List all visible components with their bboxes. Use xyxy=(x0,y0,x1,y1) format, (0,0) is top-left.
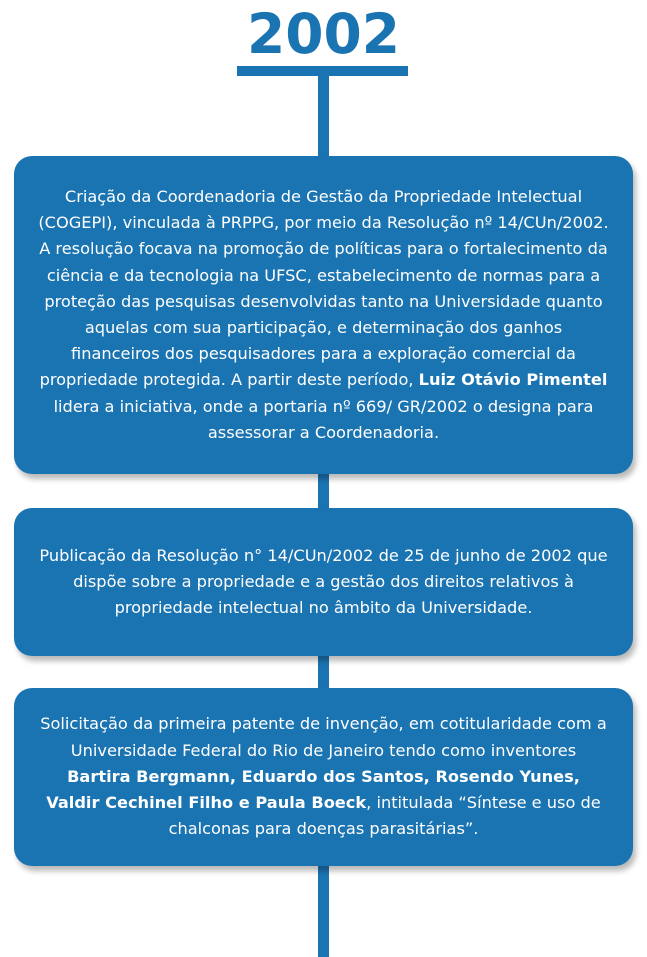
event-text xyxy=(38,184,609,446)
event-text-part: Criação da Coordenadoria de Gestão da Propriedade Intelectual (COGEPI), vinculada à PRPPG, por meio da Resolução nº 14/CUn/2002. A resolução focava na promoção de políticas para o fortalecimento da ciência e da tecnologia na UFSC, estabelecimento de normas para a proteção das pesquisas desenvolvidas tanto na Universidade quanto aquelas com sua participação, e determinação dos ganhos financeiros dos pesquisadores para a exploração comercial da propriedade protegida. A partir deste período, xyxy=(38,186,609,390)
timeline-connector xyxy=(318,862,329,957)
event-highlight-name: Luiz Otávio Pimentel xyxy=(418,370,608,390)
event-card-cogepi xyxy=(14,156,633,474)
year-title: 2002 xyxy=(246,2,401,66)
timeline-connector xyxy=(318,76,329,156)
event-highlight-inventors: Bartira Bergmann, Eduardo dos Santos, Rosendo Yunes, Valdir Cechinel Filho e Paula Boeck xyxy=(46,766,580,813)
timeline-connector xyxy=(318,470,329,510)
event-text: Publicação da Resolução n° 14/CUn/2002 de 25 de junho de 2002 que dispõe sobre a propriedade e a gestão dos direitos relativos à propriedade intelectual no âmbito da Universidade. xyxy=(39,545,608,618)
event-text-part: Solicitação da primeira patente de invenção, em cotitularidade com a Universidade Federal do Rio de Janeiro tendo como inventores xyxy=(40,714,607,760)
event-text-part: lidera a iniciativa, onde a portaria nº 669/ GR/2002 o designa para assessorar a Coordenadoria. xyxy=(53,396,594,442)
event-card-patente xyxy=(14,688,633,866)
event-text-part: , intitulada “Síntese e uso de chalconas para doenças parasitárias”. xyxy=(168,793,601,839)
event-card-resolucao xyxy=(14,508,633,656)
event-text xyxy=(38,711,609,842)
year-underline xyxy=(237,66,408,76)
timeline-connector xyxy=(318,652,329,690)
